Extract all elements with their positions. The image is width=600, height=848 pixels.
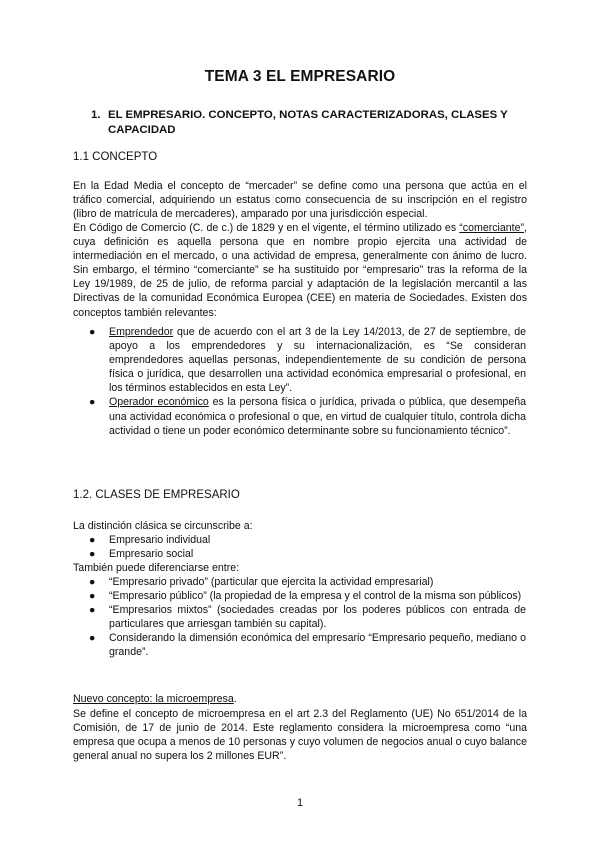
classic-list — [89, 533, 526, 561]
bullet-icon: ● — [89, 632, 96, 645]
list-item-text: “Empresario público” (la propiedad de la empresa y el control de la misma son públicos) — [109, 590, 522, 603]
list-item — [89, 325, 526, 395]
section-heading-text: EL EMPRESARIO. CONCEPTO, NOTAS CARACTERIZADORAS, CLASES Y CAPACIDAD — [108, 109, 508, 136]
list-item — [89, 575, 526, 589]
paragraph-text: En Código de Comercio (C. de c.) de 1829 y en el vigente, el término utilizado es — [73, 222, 460, 234]
new-concept-heading — [73, 692, 527, 706]
list-item — [89, 533, 526, 547]
list-item-text: Empresario individual — [109, 534, 211, 546]
new-concept-label: Nuevo concepto: la microempresa — [73, 693, 234, 705]
list-item — [89, 631, 526, 659]
bullet-icon: ● — [89, 604, 96, 617]
bullet-icon: ● — [89, 534, 96, 546]
paragraph-microempresa: Se define el concepto de microempresa en el art 2.3 del Reglamento (UE) No 651/2014 de la Comisión, de 17 de junio de 2014. Este reglamento considera la microempresa como “una empresa que ocupa a menos de 10 personas y cuyo volumen de negocios anual o cuyo balance general anual no supera los 2 millones EUR”. — [73, 708, 527, 763]
bullet-icon: ● — [89, 576, 96, 588]
list-item — [89, 589, 526, 603]
concepts-list — [89, 325, 526, 438]
subsection-concepto: 1.1 CONCEPTO — [73, 151, 158, 163]
paragraph-text: , cuya definición es aquella persona que en nombre propio ejercita una actividad de intermediación en el mercado, o una actividad de empresa, generalmente con ánimo de lucro. Sin embargo, el término “comerciante” se ha sustituido por “empresario” tras la reforma de la Ley 19/1989, de 25 de julio, de reforma parcial y adaptación de la legislación mercantil a las Directivas de la comunidad Económica Europea (CEE) en materia de Sociedades. Existen dos conceptos también relevantes: — [73, 222, 527, 319]
paragraph-edad-media: En la Edad Media el concepto de “mercader” se define como una persona que actúa en el tráfico comercial, adquiriendo un estatus como consecuencia de su inscripción en el registro (libro de matrícula de mercaderes), amparado por una jurisdicción especial. — [73, 180, 527, 221]
section-number: 1. — [91, 109, 101, 121]
bullet-icon: ● — [89, 548, 96, 561]
new-concept-period: . — [233, 693, 237, 705]
subsection-clases: 1.2. CLASES DE EMPRESARIO — [73, 489, 240, 501]
list-item-text: “Empresarios mixtos” (sociedades creadas por los poderes públicos con entrada de particulares que arriesgan también su capital). — [109, 604, 526, 631]
list-item — [89, 547, 526, 561]
list-item-text: “Empresario privado” (particular que ejercita la actividad empresarial) — [109, 576, 434, 588]
bullet-icon: ● — [89, 326, 96, 338]
list-item — [89, 603, 526, 631]
term-comerciante: “comerciante” — [459, 222, 525, 234]
paragraph-distincion: La distinción clásica se circunscribe a: — [73, 520, 253, 532]
paragraph-codigo-comercio — [73, 221, 527, 320]
page-number: 1 — [296, 797, 304, 809]
bullet-icon: ● — [89, 590, 96, 603]
term-emprendedor: Emprendedor — [109, 326, 174, 338]
list-item-text: Considerando la dimensión económica del empresario “Empresario pequeño, mediano o grande”. — [109, 632, 526, 659]
bullet-icon: ● — [89, 396, 96, 409]
list-item-text: que de acuerdo con el art 3 de la Ley 14/2013, de 27 de septiembre, de apoyo a los emprendedores y su internacionalización, es “Se consideran emprendedores aquellas personas, independientemente de su condición de persona física o jurídica, que desarrollen una actividad económica empresarial o profesional, en los términos establecidos en esta Ley”. — [109, 326, 526, 395]
paragraph-diferenciar: También puede diferenciarse entre: — [73, 562, 240, 574]
term-operador-economico: Operador económico — [109, 396, 209, 409]
list-item-text: Empresario social — [109, 548, 194, 561]
types-list — [89, 575, 526, 660]
list-item — [89, 395, 526, 437]
document-title: TEMA 3 EL EMPRESARIO — [204, 68, 396, 85]
list-item-text: es la persona física o jurídica, privada o pública, que desempeña una actividad económica o profesional o que, en virtud de cualquier título, controla dicha actividad o tiene un poder económico determinante sobre su funcionamiento técnico”. — [109, 396, 526, 437]
